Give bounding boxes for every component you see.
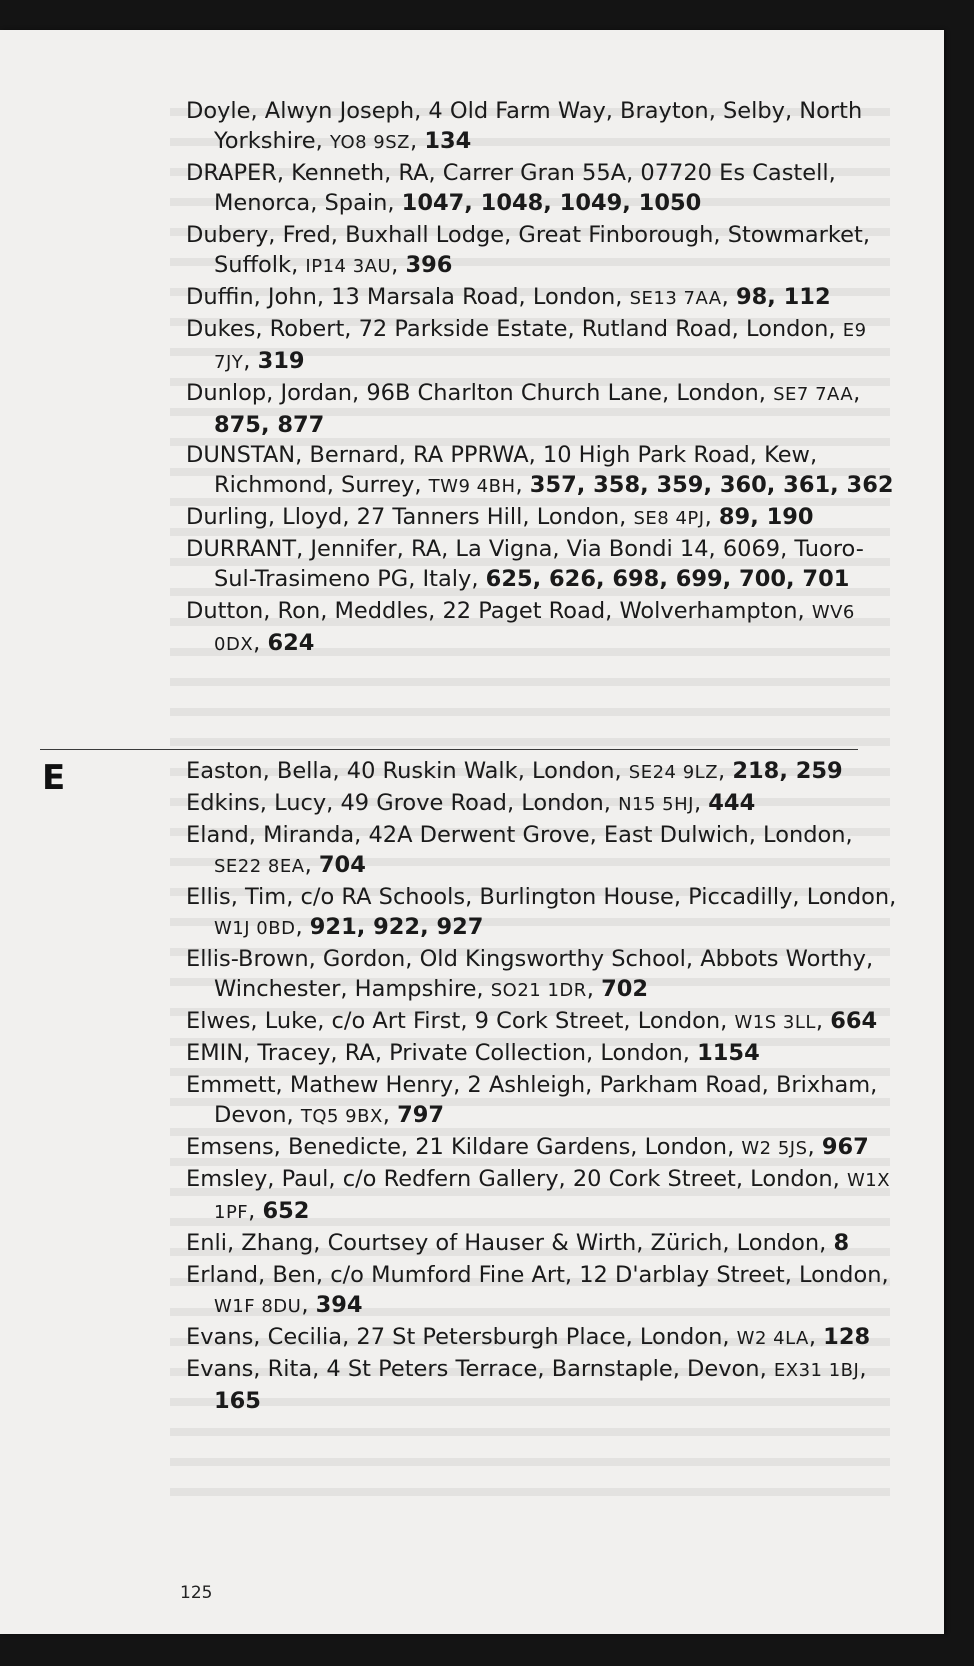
postcode: SE22 8EA: [214, 856, 305, 877]
index-entry: Easton, Bella, 40 Ruskin Walk, London, SE24 9LZ, 218, 259: [186, 758, 843, 784]
index-entry: Emsens, Benedicte, 21 Kildare Gardens, London, W2 5JS, 967: [186, 1134, 869, 1160]
index-entry: Dutton, Ron, Meddles, 22 Paget Road, Wolverhampton, WV6 0DX, 624: [186, 598, 855, 656]
index-entries-e: [186, 756, 906, 1416]
index-entry: Emsley, Paul, c/o Redfern Gallery, 20 Cork Street, London, W1X 1PF, 652: [186, 1166, 891, 1224]
catalogue-numbers: 1154: [697, 1040, 760, 1066]
catalogue-numbers: 134: [424, 128, 472, 154]
entry-text: EMIN, Tracey, RA, Private Collection, London,: [186, 1040, 698, 1066]
index-entry: Dukes, Robert, 72 Parkside Estate, Rutland Road, London, E9 7JY, 319: [186, 316, 867, 374]
index-entry: Ellis-Brown, Gordon, Old Kingsworthy School, Abbots Worthy, Winchester, Hampshire, SO21 1DR, 702: [186, 946, 874, 1002]
entry-text: Erland, Ben, c/o Mumford Fine Art, 12 D'arblay Street, London,: [186, 1262, 889, 1288]
index-entry: Edkins, Lucy, 49 Grove Road, London, N15 5HJ, 444: [186, 790, 756, 816]
postcode: W1F 8DU: [214, 1296, 302, 1317]
entry-text: DUNSTAN, Bernard, RA PPRWA, 10 High Park Road, Kew, Richmond, Surrey,: [186, 442, 818, 498]
index-entry: Durling, Lloyd, 27 Tanners Hill, London, SE8 4PJ, 89, 190: [186, 504, 814, 530]
postcode: SE8 4PJ: [633, 508, 705, 529]
catalogue-numbers: 444: [708, 790, 756, 816]
index-entry: Erland, Ben, c/o Mumford Fine Art, 12 D'arblay Street, London, W1F 8DU, 394: [186, 1262, 889, 1318]
catalogue-numbers: 704: [318, 852, 366, 878]
postcode: SE7 7AA: [773, 384, 854, 405]
index-entry: Dunlop, Jordan, 96B Charlton Church Lane, London, SE7 7AA, 875, 877: [186, 380, 861, 438]
index-entry: Evans, Rita, 4 St Peters Terrace, Barnstaple, Devon, EX31 1BJ, 165: [186, 1356, 867, 1414]
entry-text: Eland, Miranda, 42A Derwent Grove, East Dulwich, London,: [186, 822, 853, 848]
postcode: SE13 7AA: [629, 288, 722, 309]
catalogue-numbers: 702: [601, 976, 649, 1002]
postcode: W2 5JS: [741, 1138, 808, 1159]
index-entry: [186, 1228, 906, 1260]
postcode: TQ5 9BX: [300, 1106, 383, 1127]
section-divider: [40, 749, 858, 750]
index-entry: Elwes, Luke, c/o Art First, 9 Cork Street, London, W1S 3LL, 664: [186, 1008, 878, 1034]
catalogue-numbers: 967: [821, 1134, 869, 1160]
entry-text: Emmett, Mathew Henry, 2 Ashleigh, Parkham Road, Brixham, Devon,: [186, 1072, 878, 1128]
entry-text: Dutton, Ron, Meddles, 22 Paget Road, Wolverhampton,: [186, 598, 812, 624]
entry-text: Dunlop, Jordan, 96B Charlton Church Lane, London,: [186, 380, 774, 406]
catalogue-numbers: 652: [262, 1198, 310, 1224]
catalogue-numbers: 625, 626, 698, 699, 700, 701: [485, 566, 850, 592]
index-entry: Ellis, Tim, c/o RA Schools, Burlington House, Piccadilly, London, W1J 0BD, 921, 922, 927: [186, 884, 897, 940]
entry-text: Ellis-Brown, Gordon, Old Kingsworthy School, Abbots Worthy, Winchester, Hampshire,: [186, 946, 874, 1002]
catalogue-numbers: 1047, 1048, 1049, 1050: [401, 190, 702, 216]
postcode: W1X 1PF: [214, 1170, 891, 1223]
entry-text: Elwes, Luke, c/o Art First, 9 Cork Street, London,: [186, 1008, 735, 1034]
entry-text: Dukes, Robert, 72 Parkside Estate, Rutland Road, London,: [186, 316, 843, 342]
catalogue-numbers: 624: [267, 630, 315, 656]
index-entries-d: [186, 96, 906, 660]
postcode: W2 4LA: [736, 1328, 809, 1349]
page-number: 125: [180, 1583, 213, 1603]
postcode: E9 7JY: [214, 320, 867, 373]
postcode: WV6 0DX: [214, 602, 855, 655]
index-entry: Duffin, John, 13 Marsala Road, London, SE13 7AA, 98, 112: [186, 284, 831, 310]
catalogue-numbers: 8: [833, 1230, 850, 1256]
index-entry: [186, 534, 906, 596]
entry-text: Dubery, Fred, Buxhall Lodge, Great Finborough, Stowmarket, Suffolk,: [186, 222, 870, 278]
entry-text: Durling, Lloyd, 27 Tanners Hill, London,: [186, 504, 634, 530]
postcode: SE24 9LZ: [628, 762, 719, 783]
catalogue-numbers: 218, 259: [732, 758, 843, 784]
entry-text: Ellis, Tim, c/o RA Schools, Burlington House, Piccadilly, London,: [186, 884, 897, 910]
entry-text: Doyle, Alwyn Joseph, 4 Old Farm Way, Brayton, Selby, North Yorkshire,: [186, 98, 863, 154]
postcode: EX31 1BJ: [773, 1360, 860, 1381]
entry-text: Evans, Rita, 4 St Peters Terrace, Barnstaple, Devon,: [186, 1356, 774, 1382]
postcode: YO8 9SZ: [329, 132, 411, 153]
catalogue-numbers: 165: [214, 1388, 261, 1414]
postcode: TW9 4BH: [428, 476, 516, 497]
index-entry: DUNSTAN, Bernard, RA PPRWA, 10 High Park Road, Kew, Richmond, Surrey, TW9 4BH, 357, 358, 359, 360, 361, 362: [186, 442, 894, 498]
index-entry: Evans, Cecilia, 27 St Petersburgh Place, London, W2 4LA, 128: [186, 1324, 871, 1350]
catalogue-numbers: 875, 877: [214, 412, 325, 438]
postcode: N15 5HJ: [618, 794, 694, 815]
entry-text: Emsley, Paul, c/o Redfern Gallery, 20 Cork Street, London,: [186, 1166, 847, 1192]
section-letter: E: [42, 758, 66, 798]
index-entry: Emmett, Mathew Henry, 2 Ashleigh, Parkham Road, Brixham, Devon, TQ5 9BX, 797: [186, 1072, 878, 1128]
catalogue-numbers: 394: [315, 1292, 363, 1318]
index-entry: [186, 158, 906, 220]
entry-text: Evans, Cecilia, 27 St Petersburgh Place, London,: [186, 1324, 737, 1350]
entry-text: DURRANT, Jennifer, RA, La Vigna, Via Bondi 14, 6069, Tuoro-Sul-Trasimeno PG, Italy,: [186, 536, 864, 592]
catalogue-numbers: 89, 190: [718, 504, 814, 530]
entry-text: Edkins, Lucy, 49 Grove Road, London,: [186, 790, 619, 816]
postcode: SO21 1DR: [490, 980, 587, 1001]
catalogue-numbers: 921, 922, 927: [309, 914, 484, 940]
index-entry: Dubery, Fred, Buxhall Lodge, Great Finborough, Stowmarket, Suffolk, IP14 3AU, 396: [186, 222, 870, 278]
catalogue-numbers: 396: [405, 252, 453, 278]
entry-text: Easton, Bella, 40 Ruskin Walk, London,: [186, 758, 629, 784]
entry-text: DRAPER, Kenneth, RA, Carrer Gran 55A, 07720 Es Castell, Menorca, Spain,: [186, 160, 836, 216]
catalogue-numbers: 319: [257, 348, 305, 374]
catalogue-numbers: 664: [830, 1008, 878, 1034]
index-entry: Eland, Miranda, 42A Derwent Grove, East Dulwich, London, SE22 8EA, 704: [186, 822, 853, 878]
index-entry: Doyle, Alwyn Joseph, 4 Old Farm Way, Brayton, Selby, North Yorkshire, YO8 9SZ, 134: [186, 98, 863, 154]
entry-text: Duffin, John, 13 Marsala Road, London,: [186, 284, 630, 310]
catalogue-numbers: 98, 112: [735, 284, 831, 310]
index-entry: [186, 1038, 906, 1070]
entry-text: Emsens, Benedicte, 21 Kildare Gardens, London,: [186, 1134, 742, 1160]
catalogue-numbers: 128: [823, 1324, 871, 1350]
catalogue-numbers: 357, 358, 359, 360, 361, 362: [529, 472, 894, 498]
postcode: IP14 3AU: [305, 256, 392, 277]
book-page: [0, 30, 944, 1634]
postcode: W1S 3LL: [734, 1012, 816, 1033]
catalogue-numbers: 797: [397, 1102, 445, 1128]
entry-text: Enli, Zhang, Courtsey of Hauser & Wirth, Zürich, London,: [186, 1230, 834, 1256]
postcode: W1J 0BD: [214, 918, 296, 939]
